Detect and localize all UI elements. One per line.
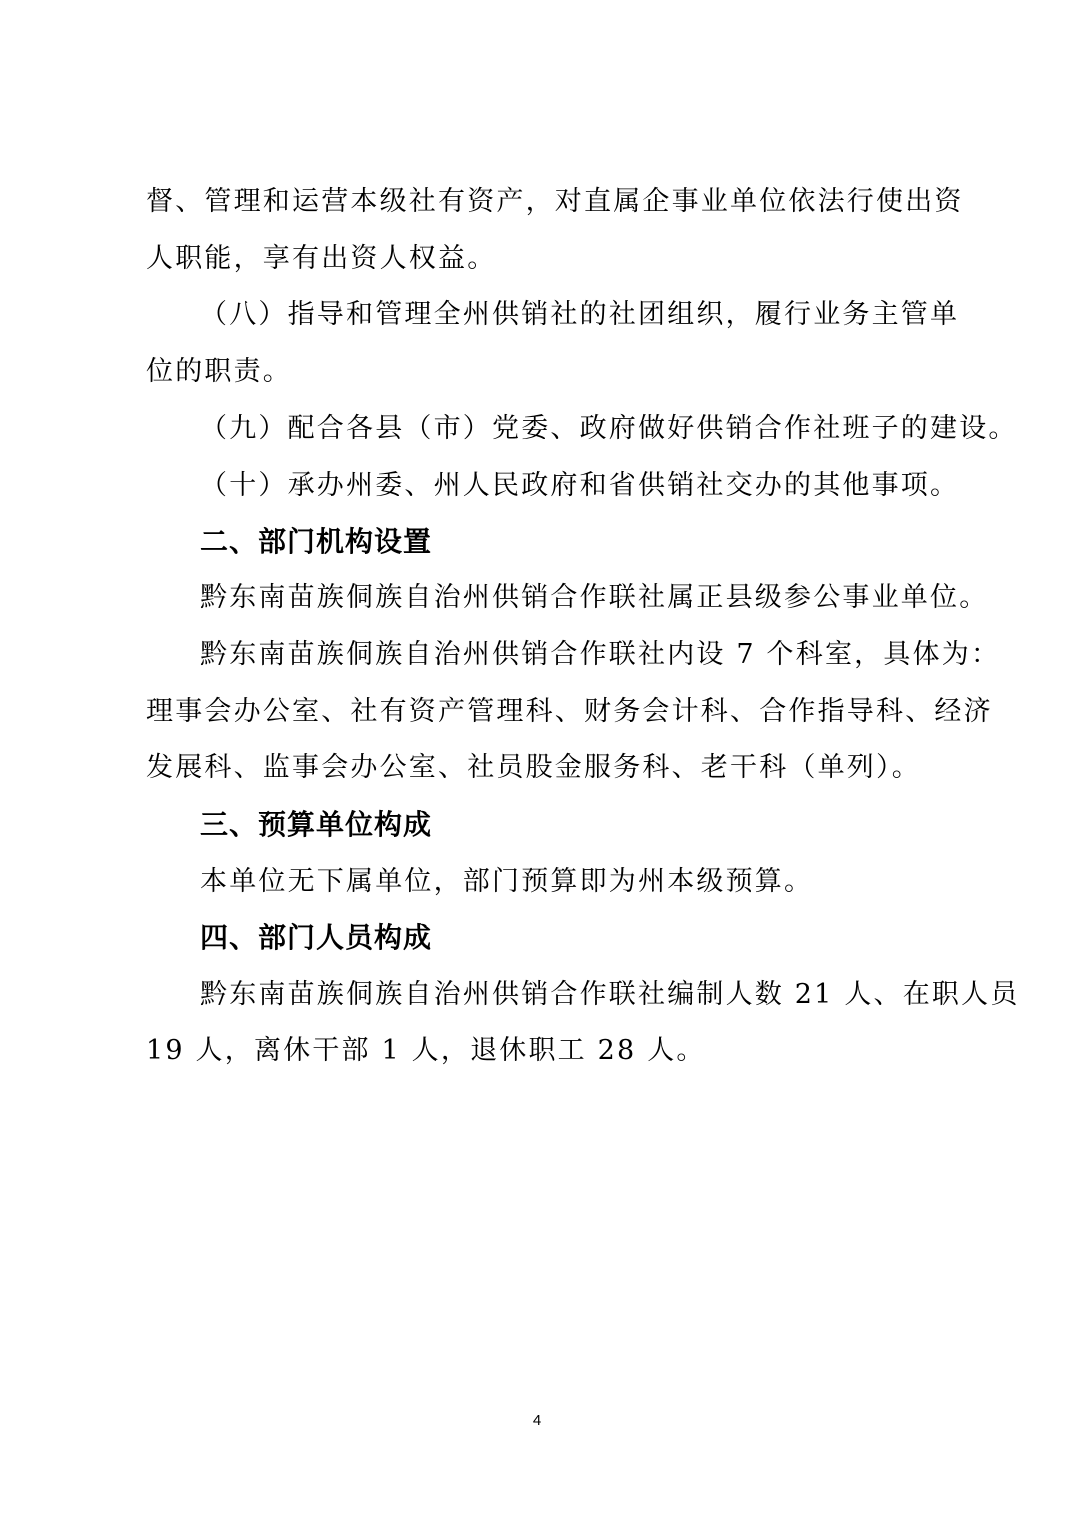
item8-line2: 位的职责。 [146,356,292,387]
page-number: 4 [532,1412,542,1429]
section2-para2-line1: 黔东南苗族侗族自治州供销合作联社内设 7 个科室，具体为： [200,639,1001,670]
section2-heading: 二、部门机构设置 [200,525,433,558]
para1-line2: 人职能，享有出资人权益。 [146,243,497,274]
para1-line1: 督、管理和运营本级社有资产，对直属企事业单位依法行使出资 [146,186,964,217]
item8-line1: （八）指导和管理全州供销社的社团组织，履行业务主管单 [200,299,960,330]
section3-heading: 三、预算单位构成 [200,808,433,841]
section4-para-line2: 19 人，离休干部 1 人，退休职工 28 人。 [146,1035,706,1066]
section2-para2-line2: 理事会办公室、社有资产管理科、财务会计科、合作指导科、经济 [146,696,993,727]
section3-para: 本单位无下属单位，部门预算即为州本级预算。 [200,866,814,897]
item9-text: （九）配合各县（市）党委、政府做好供销合作社班子的建设。 [200,413,1018,444]
section2-para2-line3: 发展科、监事会办公室、社员股金服务科、老干科（单列）。 [146,752,921,783]
section2-para1: 黔东南苗族侗族自治州供销合作联社属正县级参公事业单位。 [200,582,989,613]
section4-para-line1: 黔东南苗族侗族自治州供销合作联社编制人数 21 人、在职人员 [200,979,1020,1010]
item10-text: （十）承办州委、州人民政府和省供销社交办的其他事项。 [200,470,960,501]
section4-heading: 四、部门人员构成 [200,921,433,954]
